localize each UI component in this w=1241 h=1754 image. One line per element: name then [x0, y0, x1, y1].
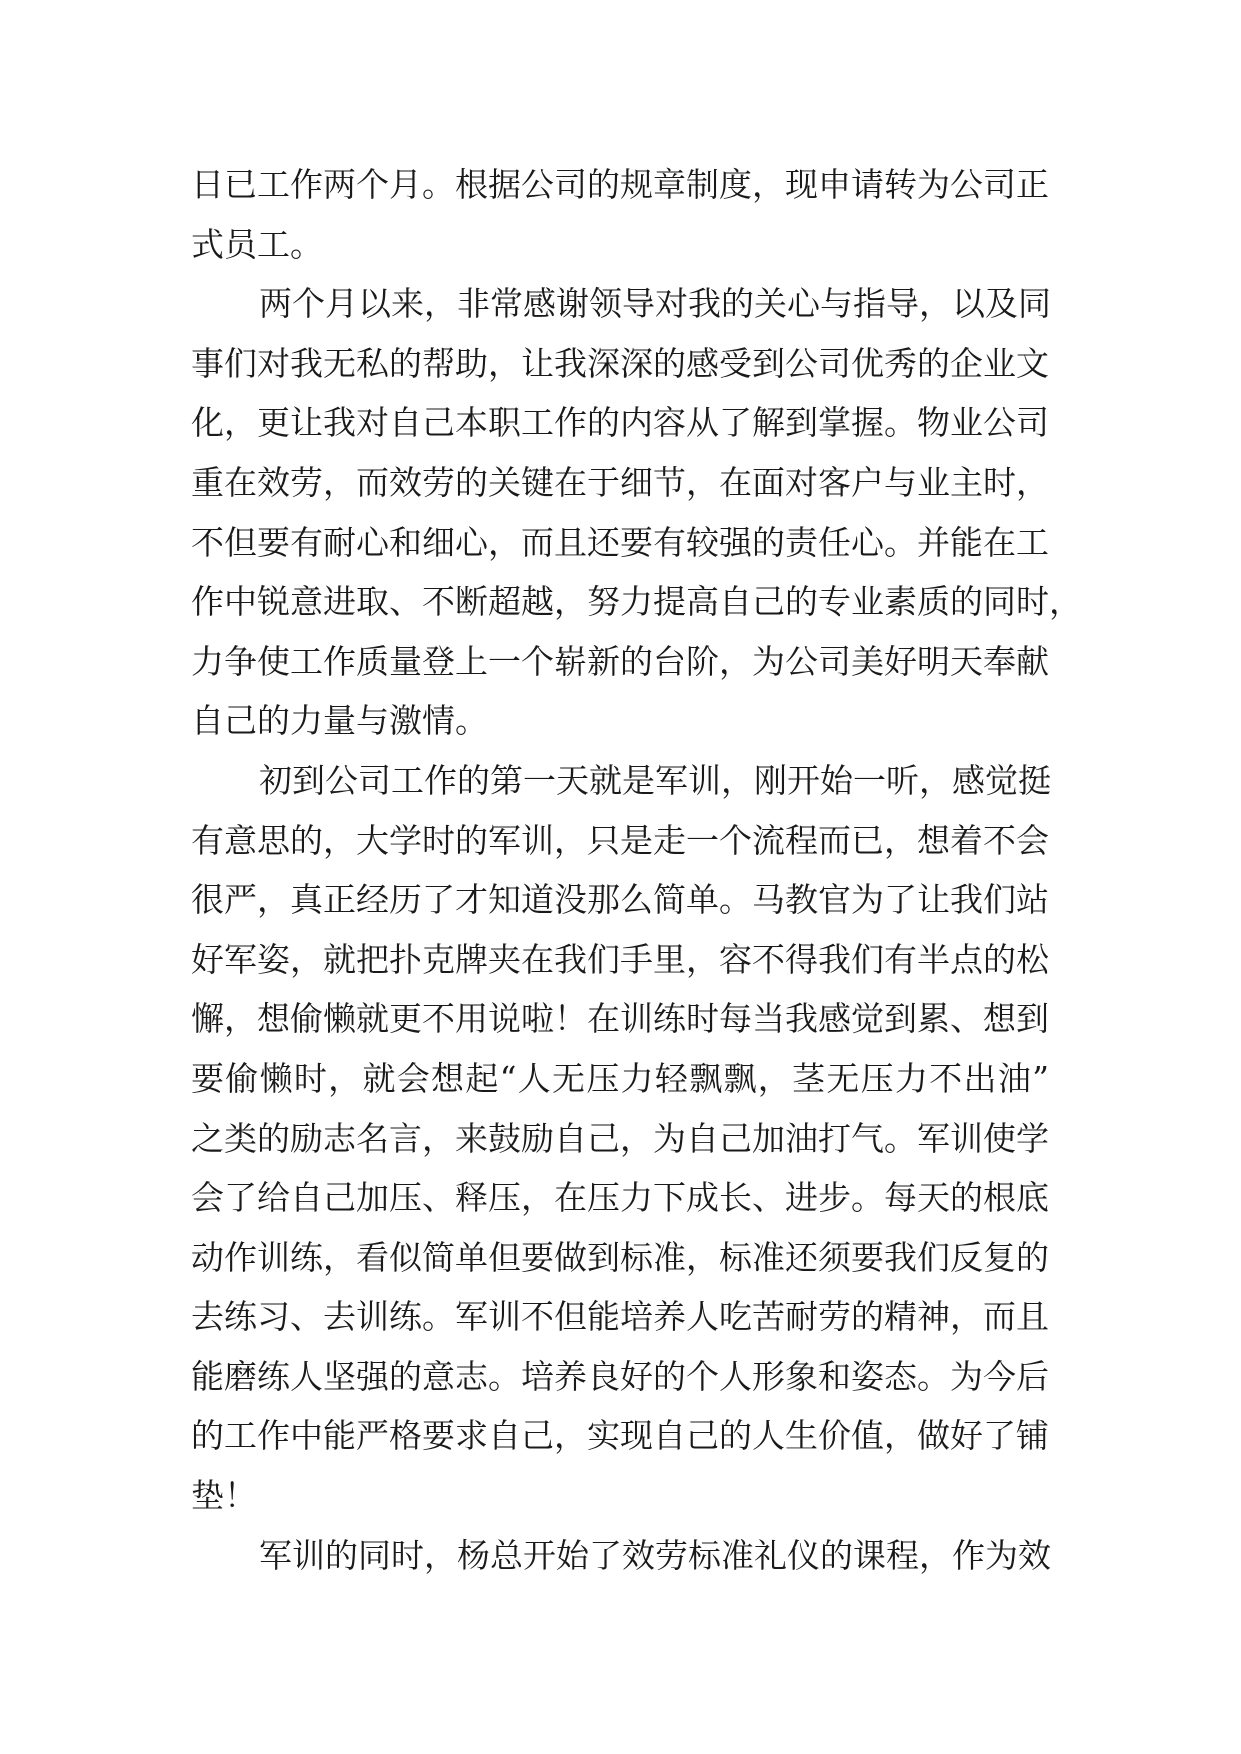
text-line: 去练习、去训练。军训不但能培养人吃苦耐劳的精神，而且 [191, 1297, 1049, 1337]
body-text [191, 155, 1082, 1585]
text-line: 能磨练人坚强的意志。培养良好的个人形象和姿态。为今后 [191, 1356, 1049, 1396]
text-line: 作中锐意进取、不断超越，努力提高自己的专业素质的同时， [191, 582, 1082, 622]
text-line: 有意思的，大学时的军训，只是走一个流程而已，想着不会 [191, 820, 1049, 860]
text-line: 力争使工作质量登上一个崭新的台阶，为公司美好明天奉献 [191, 641, 1049, 681]
text-line: 要偷懒时，就会想起“人无压力轻飘飘，茎无压力不出油” [191, 1058, 1049, 1098]
text-line: 垫！ [191, 1476, 257, 1516]
text-line: 初到公司工作的第一天就是军训，刚开始一听，感觉挺 [259, 760, 1051, 800]
text-line: 好军姿，就把扑克牌夹在我们手里，容不得我们有半点的松 [191, 939, 1049, 979]
text-line: 自己的力量与激情。 [191, 701, 488, 741]
text-line: 化，更让我对自己本职工作的内容从了解到掌握。物业公司 [191, 403, 1049, 443]
text-line: 重在效劳，而效劳的关键在于细节，在面对客户与业主时， [191, 462, 1049, 502]
text-line: 不但要有耐心和细心，而且还要有较强的责任心。并能在工 [191, 522, 1049, 562]
text-line: 动作训练，看似简单但要做到标准，标准还须要我们反复的 [191, 1237, 1049, 1277]
text-line: 军训的同时，杨总开始了效劳标准礼仪的课程，作为效 [259, 1535, 1051, 1575]
text-line: 会了给自己加压、释压，在压力下成长、进步。每天的根底 [191, 1178, 1049, 1218]
text-line: 很严，真正经历了才知道没那么简单。马教官为了让我们站 [191, 880, 1049, 920]
text-line: 式员工。 [191, 224, 323, 264]
text-line: 两个月以来，非常感谢领导对我的关心与指导，以及同 [259, 284, 1051, 324]
text-line: 之类的励志名言，来鼓励自己，为自己加油打气。军训使学 [191, 1118, 1049, 1158]
text-line: 懈，想偷懒就更不用说啦！在训练时每当我感觉到累、想到 [191, 999, 1049, 1039]
text-line: 事们对我无私的帮助，让我深深的感受到公司优秀的企业文 [191, 343, 1049, 383]
text-line: 的工作中能严格要求自己，实现自己的人生价值，做好了铺 [191, 1416, 1049, 1456]
text-line: 日已工作两个月。根据公司的规章制度，现申请转为公司正 [191, 165, 1049, 204]
